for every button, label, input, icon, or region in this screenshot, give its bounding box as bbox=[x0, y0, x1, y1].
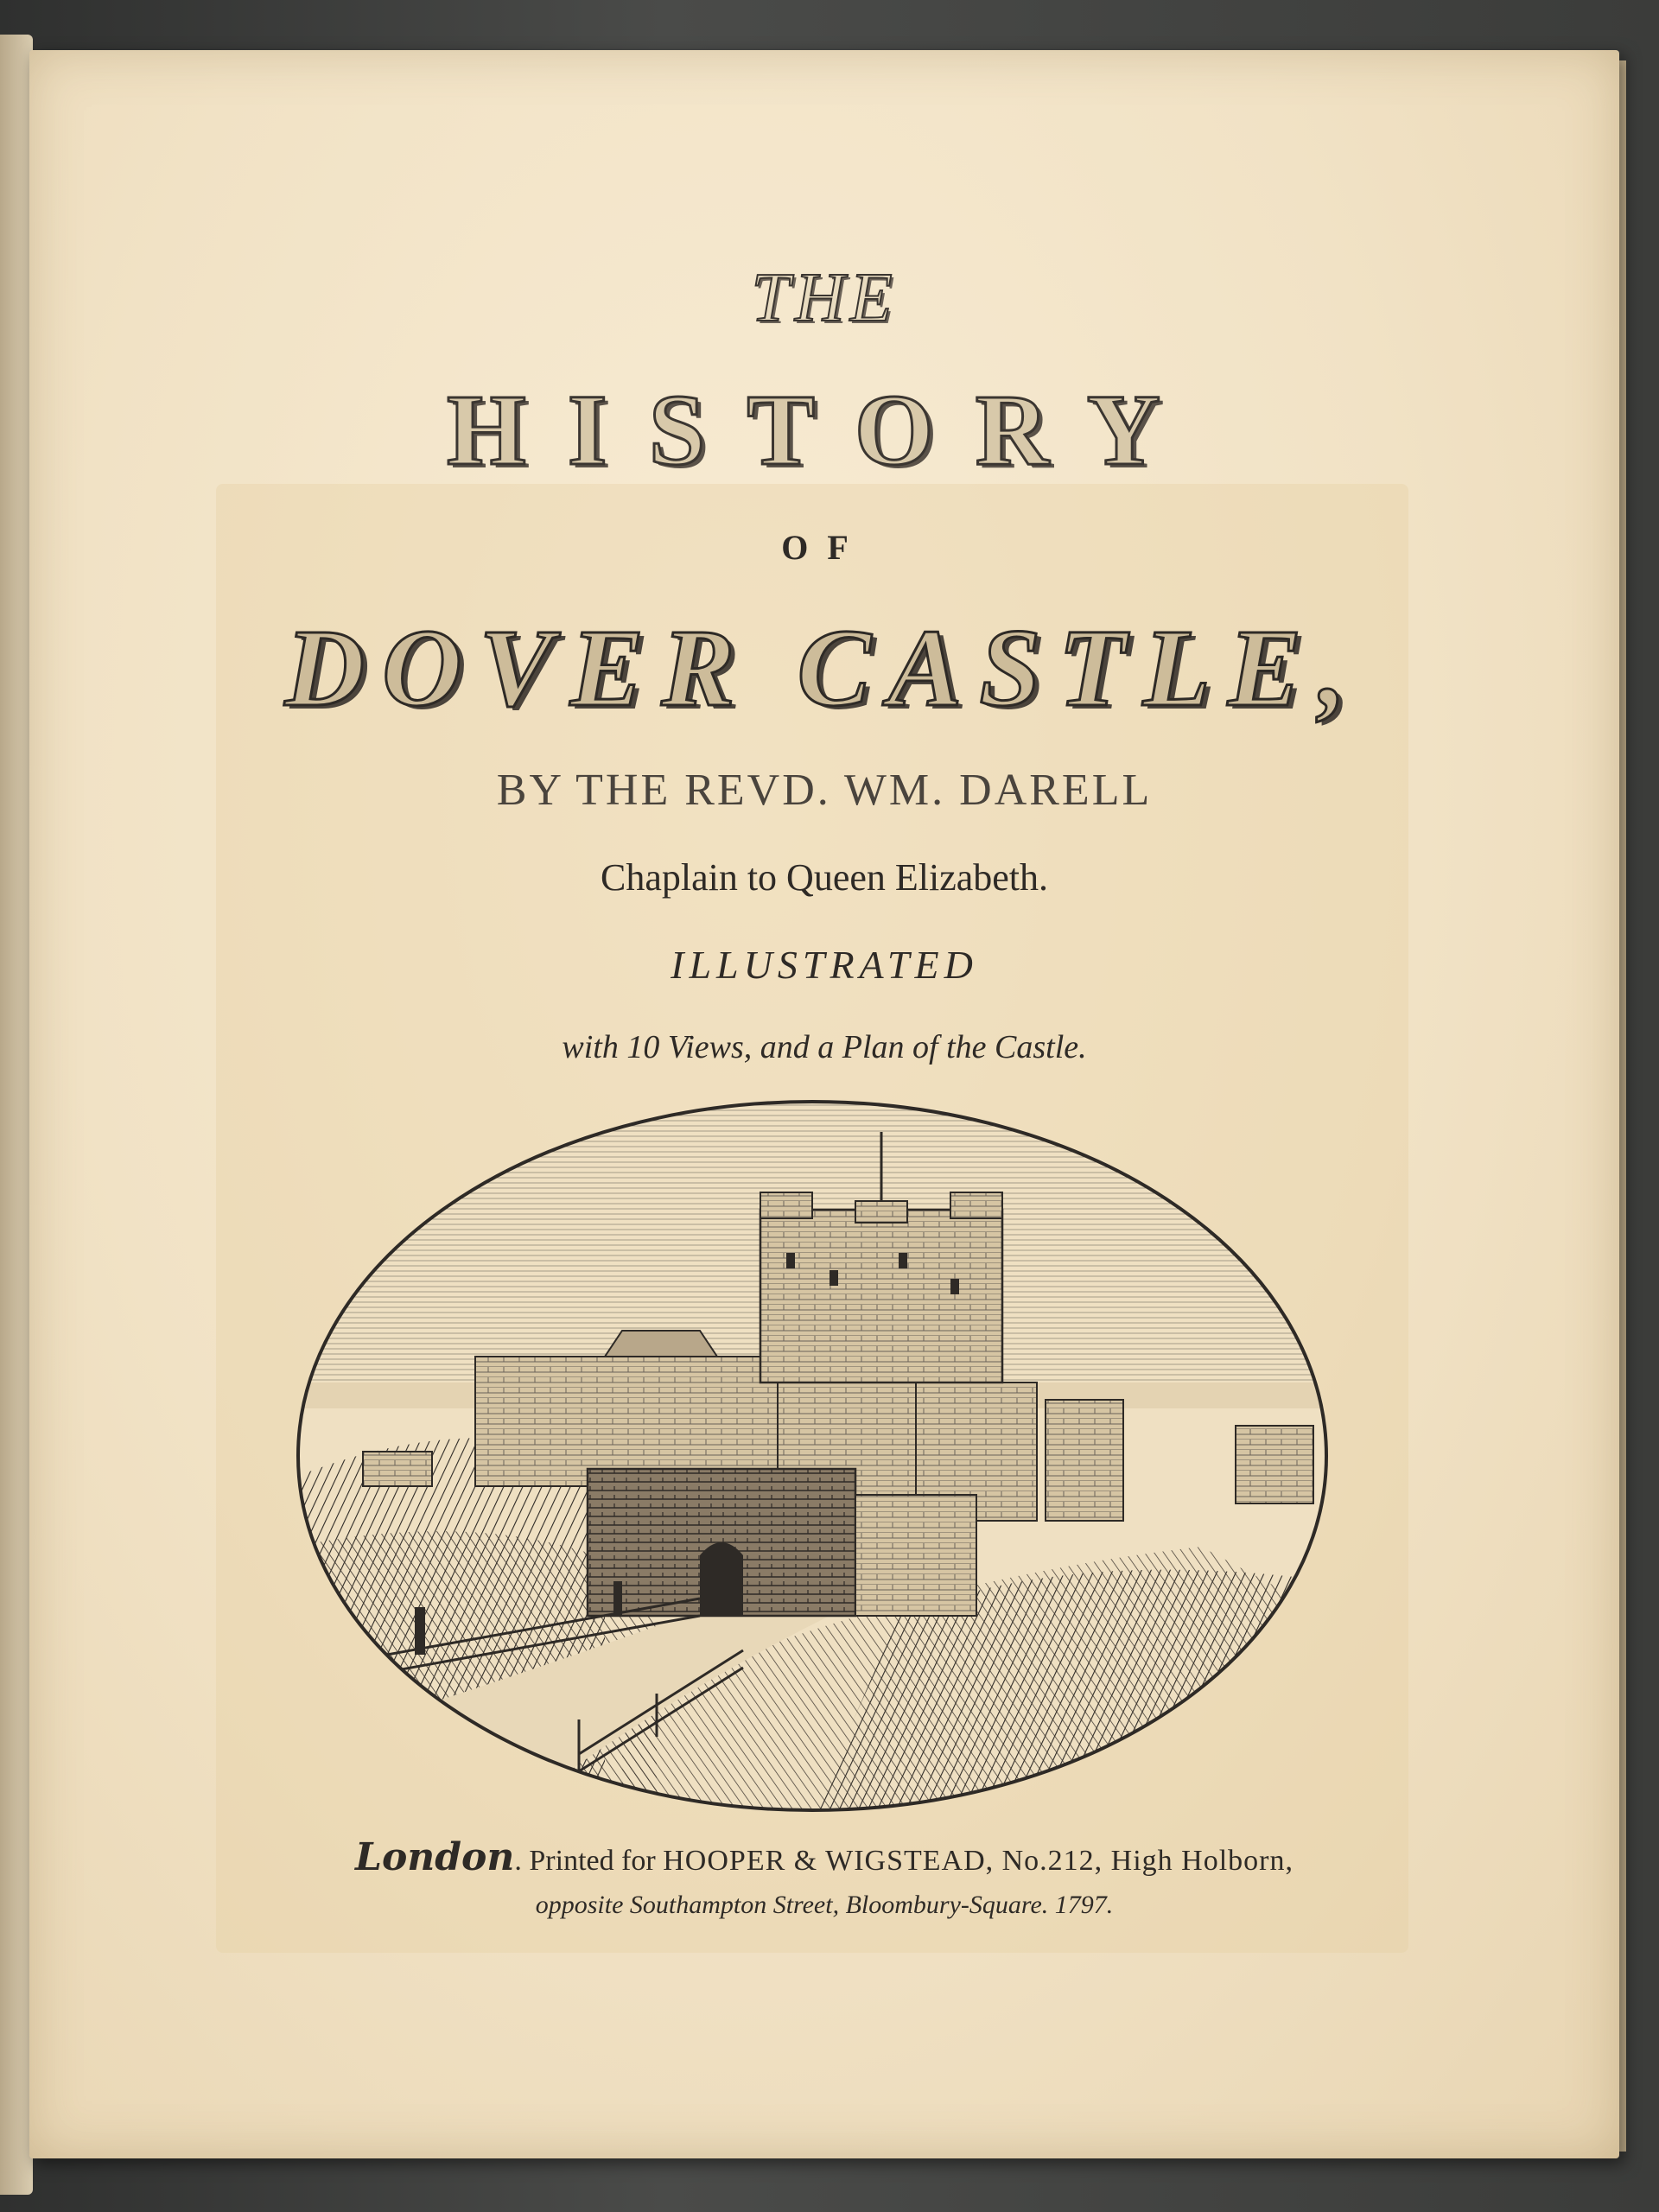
imprint-publisher: HOOPER & WIGSTEAD, No.212, High Holborn, bbox=[663, 1845, 1294, 1877]
imprint-city: London bbox=[355, 1835, 515, 1879]
imprint-text: . Printed for bbox=[514, 1845, 664, 1877]
illustrations-note: with 10 Views, and a Plan of the Castle. bbox=[562, 1029, 1087, 1065]
castle-engraving bbox=[294, 1097, 1331, 1815]
illustrated-heading: ILLUSTRATED bbox=[671, 943, 978, 987]
title-of: OF bbox=[781, 528, 868, 567]
title-the: THE bbox=[751, 260, 898, 336]
title-history: HISTORY bbox=[447, 373, 1202, 486]
title-subject: DOVER CASTLE, bbox=[284, 607, 1364, 729]
imprint-address: opposite Southampton Street, Bloombury-Square. 1797. bbox=[535, 1891, 1114, 1919]
author-role: Chaplain to Queen Elizabeth. bbox=[600, 856, 1049, 899]
facing-page-edge bbox=[0, 35, 33, 2195]
author-line: BY THE REVD. WM. DARELL bbox=[496, 766, 1153, 815]
imprint-line bbox=[29, 1835, 1619, 1879]
